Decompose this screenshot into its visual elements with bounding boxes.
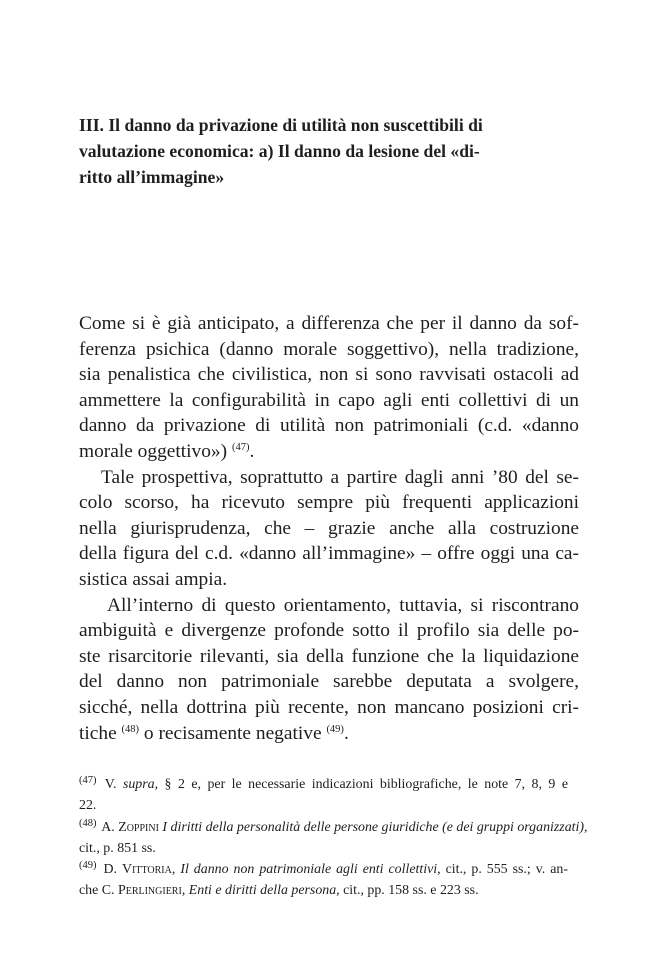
footnote-ref-49[interactable]: (49) [326,723,344,735]
text-fragment: . [249,440,255,462]
footnote-line [79,817,588,838]
work-title: Il danno non patrimoniale agli enti collettivi [180,862,438,878]
text-fragment: , cit., pp. 158 ss. e 223 ss. [336,883,479,899]
footnote-line [79,774,568,795]
text-line: sistica assai ampia. [79,568,228,590]
text-line: All’interno di questo orientamento, tuttavia, si riscontrano [107,594,579,616]
text-fragment: , cit., p. 555 ss.; v. an- [437,862,568,878]
footnote-number: (49) [79,860,97,872]
footnote-49 [79,859,568,902]
text-line: ste risarcitorie rilevanti, sia della funzione che la liquidazione [79,645,579,667]
author-name: Zoppini [118,819,159,835]
text-line [79,721,579,747]
author-initial: D. [103,862,118,878]
text-fragment: . [343,722,349,744]
text-line: ferenza psichica (danno morale soggettivo), nella tradizione, [79,338,579,360]
footnote-line: 22. [79,798,97,814]
text-line: Tale prospettiva, soprattutto a partire dagli anni ’80 del se- [101,466,579,488]
text-fragment: , § 2 e, per le necessarie indicazioni bibliografiche, le note 7, 8, 9 e [154,777,568,792]
footnote-line: $^{(49)}$ D. Vittoria, Il danno non patrimoniale agli enti collettivi, cit., p. 555 ss.; v. an- [79,860,568,878]
paragraph-1 [79,311,579,465]
text-fragment: tiche [79,722,117,744]
heading-line: ritto all’immagine» [79,167,225,187]
text-line: nella giurisprudenza, che – grazie anche alla costruzione [79,517,579,539]
footnote-number: (48) [79,817,97,829]
author-name: Vittoria [122,862,172,878]
text-fragment: o recisamente negative [143,722,322,744]
italic-term: supra [122,777,155,792]
text-line: danno da privazione di utilità non patrimoniali (c.d. «danno [79,415,579,437]
paragraph-3 [79,593,579,747]
author-initial: A. [101,819,115,835]
footnotes [79,774,588,902]
heading-line: III. Il danno da privazione di utilità non suscettibili di [79,115,483,135]
text-line: ambiguità e divergenze profonde sotto il profilo sia delle po- [79,620,579,642]
text-line: colo scorso, ha ricevuto sempre più frequenti applicazioni [79,492,579,514]
work-title: I diritti della personalità delle persone giuridiche (e dei gruppi organizzati) [162,819,584,835]
text-fragment: , [583,819,588,835]
body-text [79,311,579,746]
work-title: Enti e diritti della persona [188,883,337,899]
text-fragment: V. [104,777,117,792]
footnote-line: che C. Perlingieri, Enti e diritti della persona, cit., pp. 158 ss. e 223 ss. [79,883,479,899]
footnote-line: cit., p. 851 ss. [79,840,156,856]
paragraph-2 [79,465,579,593]
text-line: Come si è già anticipato, a differenza che per il danno da sof- [79,313,579,334]
text-line: sia penalistica che civilistica, non si sono ravvisati ostacoli ad [79,364,579,386]
text-line: sicché, nella dottrina più recente, non mancano posizioni cri- [79,696,579,718]
footnote-48 [79,817,588,860]
text-line: della figura del c.d. «danno all’immagine» – offre oggi una ca- [79,543,579,565]
text-line: ammettere la configurabilità in capo agli enti collettivi di un [79,389,579,411]
heading-line: valutazione economica: a) Il danno da lesione del «di- [79,141,480,161]
section-heading [79,112,577,190]
author-name: Perlingieri [117,883,182,899]
text-line [79,439,579,465]
text-fragment: morale oggettivo») [79,440,228,462]
footnote-number: (47) [79,775,97,786]
text-line: del danno non patrimoniale sarebbe deputata a svolgere, [79,671,579,693]
footnote-47 [79,774,568,817]
text-fragment: che C. [79,883,115,899]
footnote-ref-48[interactable]: (48) [121,723,140,735]
footnote-ref-47[interactable]: (47) [231,441,250,453]
